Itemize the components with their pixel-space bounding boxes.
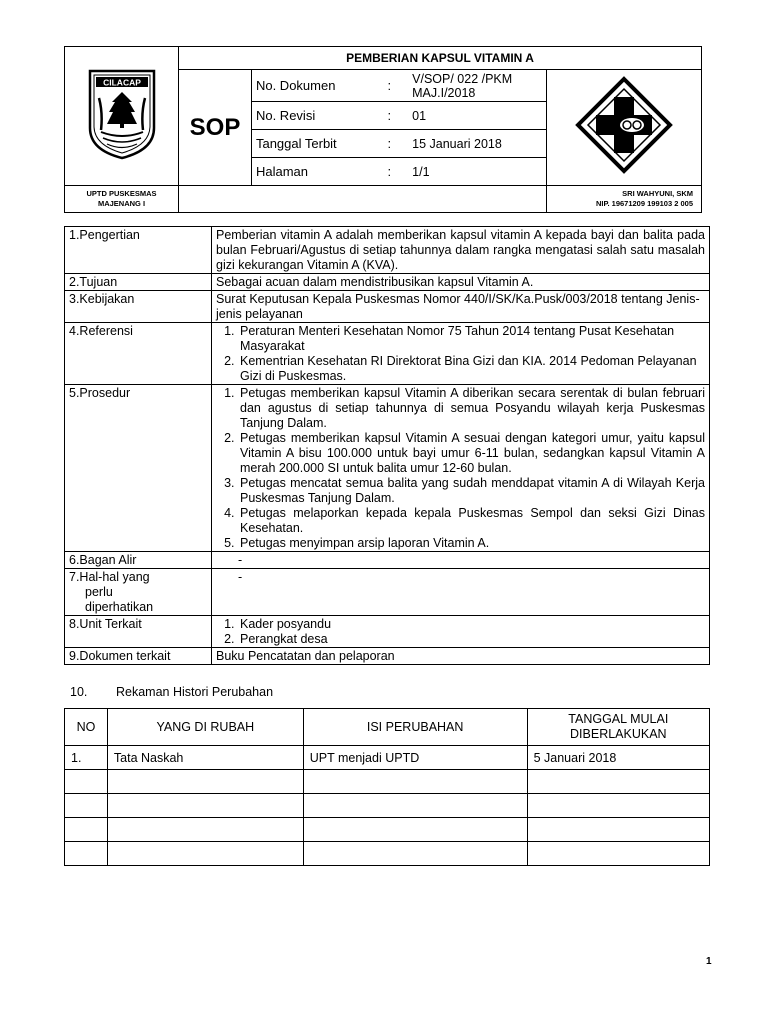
history-cell xyxy=(527,818,709,842)
meta-colon: : xyxy=(383,158,408,186)
logo-lettering: CILACAP xyxy=(102,77,141,87)
list-item: 1. Kader posyandu xyxy=(238,617,705,632)
section-row-dokumen-terkait xyxy=(65,648,710,665)
section-label-line: perlu xyxy=(85,585,113,599)
section-label: 5.Prosedur xyxy=(65,385,212,552)
section-row-hal-hal xyxy=(65,569,710,616)
org-name-line1: UPTD PUSKESMAS xyxy=(86,189,157,198)
history-cell xyxy=(303,770,527,794)
history-cell: UPT menjadi UPTD xyxy=(303,746,527,770)
section-text: - xyxy=(212,569,710,616)
table-row xyxy=(65,818,710,842)
section-text: - xyxy=(212,552,710,569)
list-item: 2. Kementrian Kesehatan RI Direktorat Bina Gizi dan KIA. 2014 Pedoman Pelayanan Gizi di Puskesmas. xyxy=(238,354,705,384)
section-text: Buku Pencatatan dan pelaporan xyxy=(212,648,710,665)
section-row-pengertian xyxy=(65,227,710,274)
history-cell xyxy=(65,770,108,794)
history-cell xyxy=(107,842,303,866)
section-label: 9.Dokumen terkait xyxy=(65,648,212,665)
section-label-line: 7.Hal-hal yang xyxy=(69,570,150,584)
history-cell xyxy=(527,842,709,866)
section-text: Sebagai acuan dalam mendistribusikan kapsul Vitamin A. xyxy=(212,274,710,291)
history-cell: 1. xyxy=(65,746,108,770)
meta-value-no-revisi: 01 xyxy=(408,102,546,130)
section-label: 4.Referensi xyxy=(65,323,212,385)
section-row-bagan-alir xyxy=(65,552,710,569)
meta-label-tanggal-terbit: Tanggal Terbit xyxy=(251,130,383,158)
history-cell xyxy=(527,794,709,818)
history-col-header: YANG DI RUBAH xyxy=(107,709,303,746)
cilacap-regency-emblem-icon xyxy=(87,68,157,160)
history-cell xyxy=(65,794,108,818)
org-name-line2: MAJENANG I xyxy=(97,199,146,208)
list-item: 1. Petugas memberikan kapsul Vitamin A diberikan secara serentak di bulan februari dan agustus di setiap tahunnya di semua Posyandu wilayah kerja Puskesmas Tanjung Dalam. xyxy=(238,386,705,431)
history-cell xyxy=(107,794,303,818)
list-item: 3. Petugas mencatat semua balita yang sudah menddapat vitamin A di Wilayah Kerja Puskesmas Tanjung Dalam. xyxy=(238,476,705,506)
history-section-number: 10. xyxy=(70,685,88,699)
section-row-unit-terkait xyxy=(65,616,710,648)
prosedur-list xyxy=(216,386,705,551)
history-cell xyxy=(303,818,527,842)
meta-colon: : xyxy=(383,70,408,102)
section-label: 2.Tujuan xyxy=(65,274,212,291)
section-label: 1.Pengertian xyxy=(65,227,212,274)
table-row xyxy=(65,794,710,818)
history-cell xyxy=(65,818,108,842)
puskesmas-logo-icon xyxy=(574,75,674,175)
history-cell xyxy=(107,818,303,842)
meta-value-tanggal-terbit: 15 Januari 2018 xyxy=(408,130,546,158)
history-header-row xyxy=(65,709,710,746)
section-row-kebijakan xyxy=(65,291,710,323)
history-cell: 5 Januari 2018 xyxy=(527,746,709,770)
table-row xyxy=(65,770,710,794)
page-number: 1 xyxy=(706,956,712,967)
history-col-header: TANGGAL MULAI DIBERLAKUKAN xyxy=(527,709,709,746)
history-cell xyxy=(527,770,709,794)
history-section-title: Rekaman Histori Perubahan xyxy=(116,685,274,699)
history-cell xyxy=(107,770,303,794)
meta-value-no-dokumen: V/SOP/ 022 /PKM MAJ.I/2018 xyxy=(408,70,546,102)
history-cell xyxy=(65,842,108,866)
table-row xyxy=(65,842,710,866)
section-list-cell xyxy=(212,385,710,552)
section-label xyxy=(65,569,212,616)
sop-label: SOP xyxy=(179,70,252,186)
list-item: 2. Petugas memberikan kapsul Vitamin A sesuai dengan kategori umur, yaitu kapsul Vitamin A bisu 100.000 untuk bayi umur 6-11 bulan, sedangkan kapsul Vitamin A merah 200.000 SI untuk balita umur 12-60 bulan. xyxy=(238,431,705,476)
section-row-tujuan xyxy=(65,274,710,291)
section-list-cell xyxy=(212,616,710,648)
meta-colon: : xyxy=(383,130,408,158)
signer-cell xyxy=(546,186,701,213)
list-item: 5. Petugas menyimpan arsip laporan Vitamin A. xyxy=(238,536,705,551)
org-name-cell xyxy=(65,186,179,213)
cilacap-logo-cell xyxy=(65,47,179,186)
section-list-cell xyxy=(212,323,710,385)
section-text: Surat Keputusan Kepala Puskesmas Nomor 440/I/SK/Ka.Pusk/003/2018 tentang Jenis-jenis pelayanan xyxy=(212,291,710,323)
section-row-referensi xyxy=(65,323,710,385)
list-item: 1. Peraturan Menteri Kesehatan Nomor 75 Tahun 2014 tentang Pusat Kesehatan Masyarakat xyxy=(238,324,705,354)
meta-label-halaman: Halaman xyxy=(251,158,383,186)
sop-content-table xyxy=(64,226,710,665)
list-item: 4. Petugas melaporkan kepada kepala Puskesmas Sempol dan seksi Gizi Dinas Kesehatan. xyxy=(238,506,705,536)
meta-value-halaman: 1/1 xyxy=(408,158,546,186)
meta-label-no-revisi: No. Revisi xyxy=(251,102,383,130)
section-label: 8.Unit Terkait xyxy=(65,616,212,648)
history-section-heading xyxy=(70,685,273,699)
document-title: PEMBERIAN KAPSUL VITAMIN A xyxy=(179,47,702,70)
table-row xyxy=(65,746,710,770)
history-cell: Tata Naskah xyxy=(107,746,303,770)
history-cell xyxy=(303,842,527,866)
section-label: 6.Bagan Alir xyxy=(65,552,212,569)
sop-header-table xyxy=(64,46,702,213)
history-cell xyxy=(303,794,527,818)
list-item: 2. Perangkat desa xyxy=(238,632,705,647)
section-label-line: diperhatikan xyxy=(85,600,154,614)
meta-label-no-dokumen: No. Dokumen xyxy=(251,70,383,102)
section-label: 3.Kebijakan xyxy=(65,291,212,323)
section-row-prosedur xyxy=(65,385,710,552)
puskesmas-logo-cell xyxy=(546,70,701,186)
signer-name: SRI WAHYUNI, SKM xyxy=(622,189,693,198)
referensi-list xyxy=(216,324,705,384)
meta-colon: : xyxy=(383,102,408,130)
unit-terkait-list xyxy=(216,617,705,647)
signer-nip: NIP. 19671209 199103 2 005 xyxy=(595,199,693,208)
history-table xyxy=(64,708,710,866)
blank-footer-cell xyxy=(179,186,547,213)
history-col-header: NO xyxy=(65,709,108,746)
history-col-header: ISI PERUBAHAN xyxy=(303,709,527,746)
section-text: Pemberian vitamin A adalah memberikan kapsul vitamin A kepada bayi dan balita pada bulan Februari/Agustus di setiap tahunnya dalam rangka mengatasi salah satu masalah gizi kekurangan Vitamin A (KVA). xyxy=(212,227,710,274)
